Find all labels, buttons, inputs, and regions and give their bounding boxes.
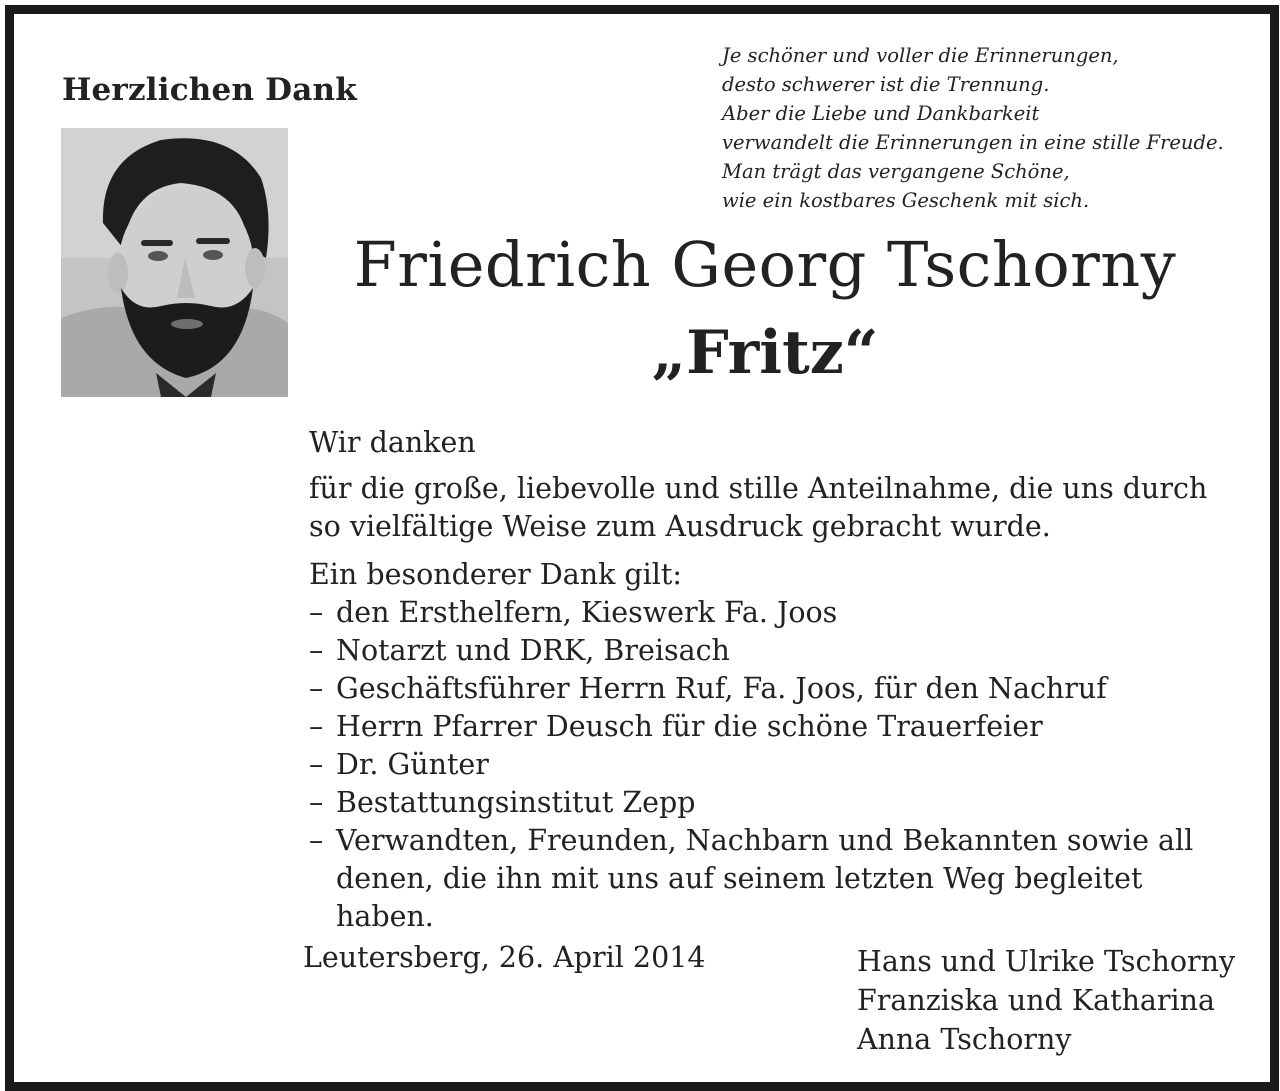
poem-line: Man trägt das vergangene Schöne, — [722, 160, 1070, 183]
deceased-nickname: „Fritz“ — [651, 318, 879, 388]
signer-line: Hans und Ulrike Tschorny — [857, 945, 1236, 978]
poem — [722, 41, 1224, 215]
list-item — [309, 594, 1239, 632]
list-item — [309, 746, 1239, 784]
dash: – — [309, 748, 324, 781]
thanks-text — [309, 424, 1239, 936]
poem-line: Je schöner und voller die Erinnerungen, — [722, 44, 1119, 67]
dash: – — [309, 824, 324, 857]
signer-line: Franziska und Katharina — [857, 984, 1216, 1017]
obituary-frame — [5, 5, 1279, 1091]
poem-line: wie ein kostbares Geschenk mit sich. — [722, 189, 1090, 212]
portrait-photo — [61, 128, 288, 397]
poem-line: verwandelt die Erinnerungen in eine stille Freude. — [722, 131, 1224, 154]
list-item-text: Dr. Günter — [336, 748, 489, 781]
list-item-text: den Ersthelfern, Kieswerk Fa. Joos — [336, 596, 838, 629]
portrait-illustration — [61, 128, 288, 397]
thanks-paragraph: für die große, liebevolle und stille Anteilnahme, die uns durch so vielfältige Weise zum Ausdruck gebracht wurde. — [309, 472, 1208, 543]
list-item — [309, 670, 1239, 708]
list-item-text: Herrn Pfarrer Deusch für die schöne Trauerfeier — [336, 710, 1043, 743]
intro-text: Wir danken — [309, 426, 476, 459]
dash: – — [309, 634, 324, 667]
list-item-text: Bestattungsinstitut Zepp — [336, 786, 696, 819]
dash: – — [309, 710, 324, 743]
list-item-text: Notarzt und DRK, Breisach — [336, 634, 730, 667]
heading: Herzlichen Dank — [62, 72, 357, 108]
dash: – — [309, 786, 324, 819]
dash: – — [309, 596, 324, 629]
deceased-name: Friedrich Georg Tschorny — [353, 228, 1177, 301]
poem-line: Aber die Liebe und Dankbarkeit — [722, 102, 1040, 125]
thanks-heading: Ein besonderer Dank gilt: — [309, 558, 682, 591]
list-item — [309, 708, 1239, 746]
poem-line: desto schwerer ist die Trennung. — [722, 73, 1050, 96]
signers — [857, 942, 1235, 1059]
list-item — [309, 784, 1239, 822]
list-item-text: Geschäftsführer Herrn Ruf, Fa. Joos, für den Nachruf — [336, 672, 1107, 705]
list-item — [309, 632, 1239, 670]
thanks-list — [309, 594, 1239, 936]
dash: – — [309, 672, 324, 705]
place-date: Leutersberg, 26. April 2014 — [303, 941, 706, 974]
signer-line: Anna Tschorny — [857, 1023, 1072, 1056]
list-item — [309, 822, 1239, 936]
list-item-text: Verwandten, Freunden, Nachbarn und Bekannten sowie all denen, die ihn mit uns auf seinem letzten Weg begleitet haben. — [336, 824, 1194, 933]
